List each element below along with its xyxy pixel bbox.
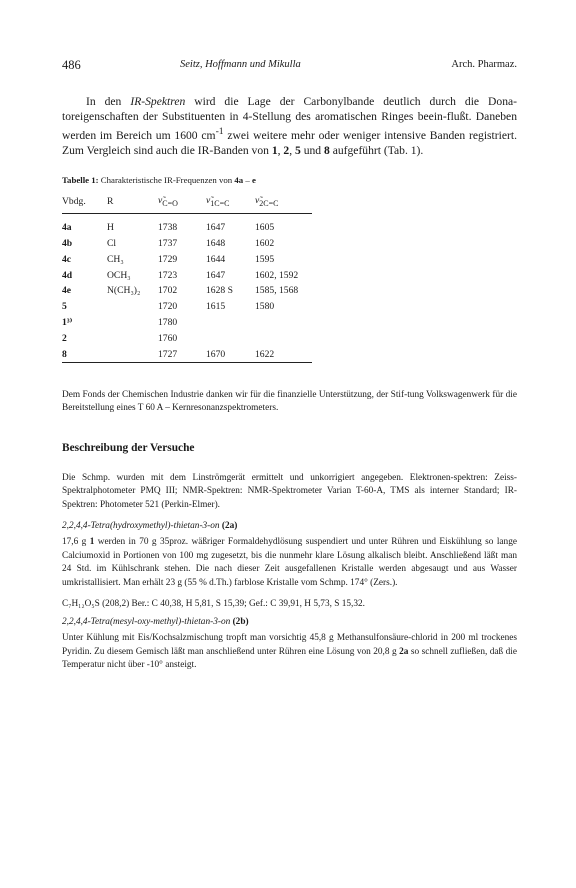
ir-frequency-table (62, 191, 312, 363)
section-heading: Beschreibung der Versuche (62, 441, 195, 454)
compound-2b-procedure: Unter Kühlung mit Eis/Kochsalzmischung tropft man vorsichtig 45,8 g Methansulfonsäure-chlorid in 200 ml trockenes Pyridin. Zu diesem Gemisch läßt man anschließend unter Rühren eine Lösung von 20,8 g 2a so schnell zufließen, daß die Temperatur nicht über -10° ansteigt. (62, 633, 517, 671)
methods-paragraph: Die Schmp. wurden mit dem Linströmgerät ermittelt und unkorrigiert angegeben. Elektronen-spektren: Zeiss-Spektralphotometer PMQ III; NMR-Spektren: NMR-Spektrometer Varian T-60-A, TMS als interner Standard; IR-Spektren: Photometer 521 (Perkin-Elmer). (62, 472, 517, 510)
intro-paragraph: In den IR-Spektren wird die Lage der Carbonylbande deutlich durch die Dona-toreigenschaften der Substituenten in 4-Stellung des aromatischen Ringes beein-flußt. Daneben werden im Bereich um 1600 $cm^{-1}$ zwei weitere mehr oder weniger intensive Banden registriert. Zum Vergleich sind auch die IR-Banden von 1, 2, 5 und 8 aufgeführt (Tab. 1). (62, 95, 518, 158)
col-header-compound: Vbdg. (62, 191, 107, 214)
table-row: 4d OCH₃ 1723 1647 1602, 1592 (62, 269, 299, 281)
page-number: 486 (62, 58, 81, 72)
table-row: 4a H 1738 1647 1605 (62, 222, 275, 234)
running-authors: Seitz, Hoffmann und Mikulla (180, 59, 301, 70)
table-row: 4b Cl 1737 1648 1602 (62, 238, 275, 250)
table-row: 4e N(CH₃)₂ 1702 1628 S 1585, 1568 (62, 285, 299, 297)
table-header-row (62, 191, 312, 214)
journal-name: Arch. Pharmaz. (451, 59, 517, 70)
compound-2b-heading: 2,2,4,4-Tetra(mesyl-oxy-methyl)-thietan-3-on (2b) (62, 617, 249, 628)
table-row: 5 1720 1615 1580 (62, 301, 275, 313)
col-header-1cc: $\nũ_{1C=C}$ (206, 191, 255, 214)
col-header-r: R (107, 191, 158, 214)
table-caption: Tabelle 1: Charakteristische IR-Frequenzen von 4a – e (62, 174, 256, 185)
table-row: 8 1727 1670 1622 (62, 346, 312, 362)
ir-spectra-term: IR-Spektren (130, 95, 186, 108)
col-header-co: $\nũ_{C=O}$ (158, 191, 206, 214)
journal-page (62, 58, 517, 682)
compound-2a-procedure: 17,6 g 1 werden in 70 g 35proz. wäßriger Formaldehydlösung suspendiert und unter Rühren und Eiskühlung so lange Calciumoxid in Portionen von 100 mg zugesetzt, bis die nunmehr klare Lösung alkalisch bleibt. Anschließend läßt man 24 Std. im Kühlschrank stehen. Die nach dieser Zeit ausgefallenen Kristalle werden abgesaugt und aus Wasser umkristallisiert. Man erhält 23 g (55 % d.Th.) farblose Kristalle vom Schmp. 174° (Zers.). (62, 537, 517, 588)
table-row: 4c CH₃ 1729 1644 1595 (62, 253, 275, 265)
running-header (62, 58, 517, 74)
compound-2a-analysis: C₇H₁₂O₅S (208,2) Ber.: C 40,38, H 5,81, S 15,39; Gef.: C 39,91, H 5,73, S 15,32. (62, 599, 365, 610)
acknowledgement: Dem Fonds der Chemischen Industrie danken wir für die finanzielle Unterstützung, der Stif-tung Volkswagenwerk für die Bereitstellung eines T 60 A – Kernresonanzspektrometers. (62, 390, 517, 414)
col-header-2cc: $\nũ_{2C=C}$ (255, 191, 312, 214)
table-row: 2 1760 (62, 332, 178, 344)
compound-2a-heading: 2,2,4,4-Tetra(hydroxymethyl)-thietan-3-on (2a) (62, 521, 238, 532)
table-row: 1³⁾ 1780 (62, 317, 178, 329)
